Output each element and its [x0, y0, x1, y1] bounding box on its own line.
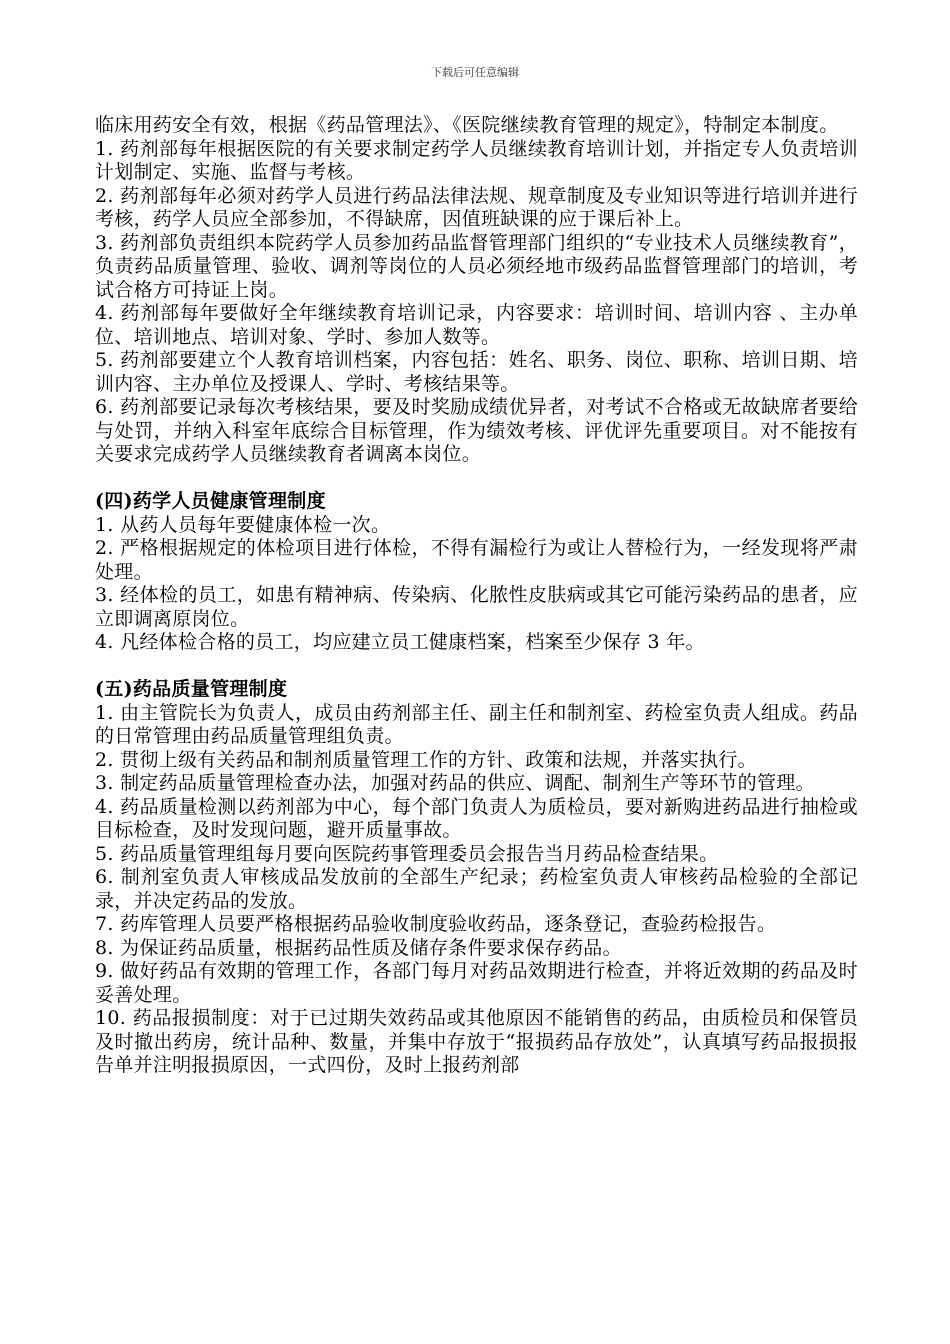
list-item: 1. 药剂部每年根据医院的有关要求制定药学人员继续教育培训计划，并指定专人负责培训计划制定、实施、监督与考核。 — [95, 137, 858, 183]
document-body — [95, 114, 858, 1078]
list-item: 10. 药品报损制度：对于已过期失效药品或其他原因不能销售的药品，由质检员和保管员及时撤出药房，统计品种、数量，并集中存放于“报损药品存放处”，认真填写药品报损报告单并注明报损原因，一式四份，及时上报药剂部 — [95, 1007, 858, 1076]
list-item: 1. 从药人员每年要健康体检一次。 — [95, 513, 391, 536]
section-spacer — [95, 467, 858, 491]
list-item: 7. 药库管理人员要严格根据药品验收制度验收药品，逐条登记，查验药检报告。 — [95, 913, 777, 935]
list-item: 3. 制定药品质量管理检查办法，加强对药品的供应、调配、制剂生产等环节的管理。 — [95, 772, 815, 794]
list-item: 5. 药品质量管理组每月要向医院药事管理委员会报告当月药品检查结果。 — [95, 842, 719, 865]
health-list — [95, 514, 858, 655]
list-item: 8. 为保证药品质量，根据药品性质及储存条件要求保存药品。 — [95, 936, 622, 959]
list-item: 4. 药品质量检测以药剂部为中心，每个部门负责人为质检员，要对新购进药品进行抽检或目标检查，及时发现问题，避开质量事故。 — [95, 795, 858, 841]
list-item: 2. 严格根据规定的体检项目进行体检，不得有漏检行为或让人替检行为，一经发现将严肃处理。 — [95, 537, 858, 583]
list-item: 6. 制剂室负责人审核成品发放前的全部生产纪录；药检室负责人审核药品检验的全部记录，并决定药品的发放。 — [95, 866, 858, 912]
section-spacer — [95, 655, 858, 679]
list-item: 2. 贯彻上级有关药品和制剂质量管理工作的方针、政策和法规，并落实执行。 — [95, 748, 757, 771]
list-item: 2. 药剂部每年必须对药学人员进行药品法律法规、规章制度及专业知识等进行培训并进行考核，药学人员应全部参加，不得缺席，因值班缺课的应于课后补上。 — [95, 184, 858, 230]
quality-list — [95, 702, 858, 1078]
list-item: 5. 药剂部要建立个人教育培训档案，内容包括：姓名、职务、岗位、职称、培训日期、培训内容、主办单位及授课人、学时、考核结果等。 — [95, 349, 858, 395]
intro-paragraph: 临床用药安全有效，根据《药品管理法》、《医院继续教育管理的规定》，特制定本制度。 — [95, 114, 839, 136]
list-item: 3. 经体检的员工，如患有精神病、传染病、化脓性皮肤病或其它可能污染药品的患者，应立即调离原岗位。 — [95, 584, 858, 630]
section-title-health: (四)药学人员健康管理制度 — [95, 490, 326, 512]
continuing-education-list — [95, 138, 858, 467]
list-item: 4. 凡经体检合格的员工，均应建立员工健康档案，档案至少保存 3 年。 — [95, 631, 705, 653]
page-header-note: 下载后可任意编辑 — [431, 66, 519, 79]
list-item: 1. 由主管院长为负责人，成员由药剂部主任、副主任和制剂室、药检室负责人组成。药品的日常管理由药品质量管理组负责。 — [95, 701, 858, 747]
list-item: 3. 药剂部负责组织本院药学人员参加药品监督管理部门组织的“专业技术人员继续教育”，负责药品质量管理、验收、调剂等岗位的人员必须经地市级药品监督管理部门的培训，考试合格方可持证上岗。 — [95, 231, 858, 301]
list-item: 6. 药剂部要记录每次考核结果，要及时奖励成绩优异者，对考试不合格或无故缺席者要给与处罚，并纳入科室年底综合目标管理，作为绩效考核、评优评先重要项目。对不能按有关要求完成药学人员继续教育者调离本岗位。 — [95, 396, 858, 465]
list-item: 4. 药剂部每年要做好全年继续教育培训记录，内容要求：培训时间、培训内容 、主办单位、培训地点、培训对象、学时、参加人数等。 — [95, 302, 858, 348]
list-item: 9. 做好药品有效期的管理工作，各部门每月对药品效期进行检查，并将近效期的药品及时妥善处理。 — [95, 960, 858, 1006]
section-title-quality: (五)药品质量管理制度 — [95, 678, 288, 700]
